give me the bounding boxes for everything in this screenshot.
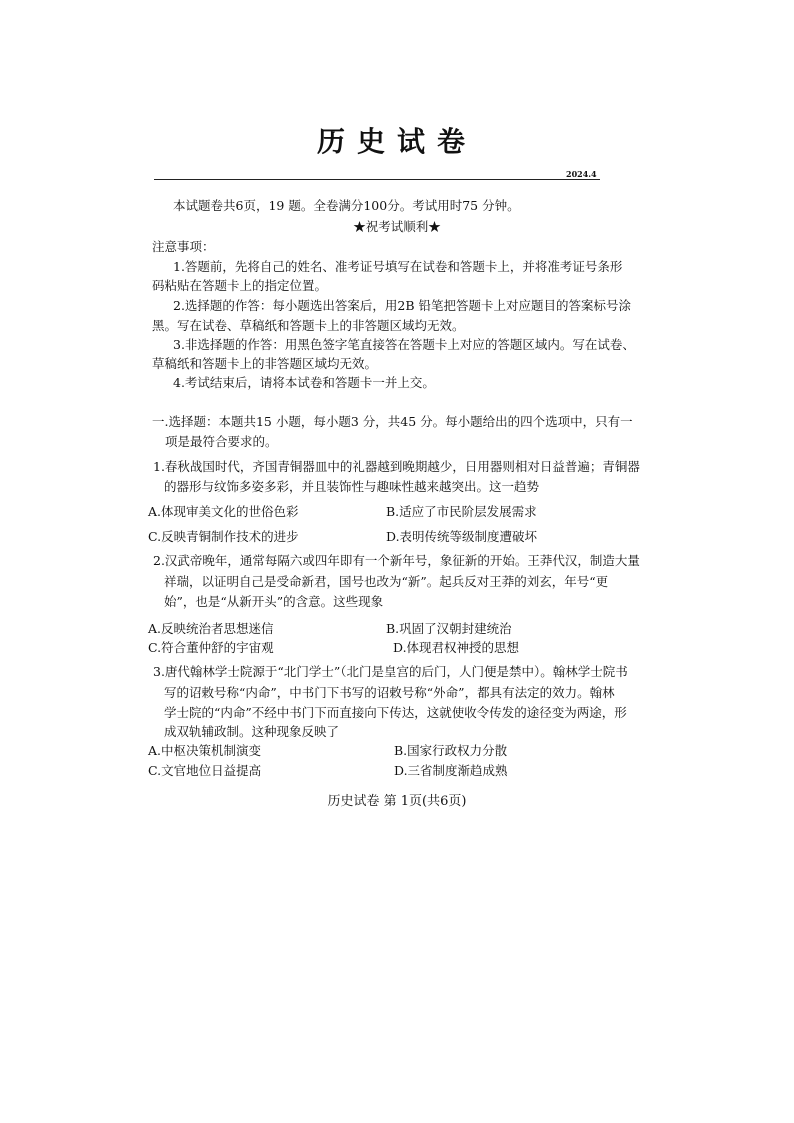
option-c: C.文官地位日益提高 <box>148 763 262 778</box>
note-line: 码粘贴在答题卡上的指定位置。 <box>152 278 328 293</box>
page-footer: 历史试卷 第 1页(共6页) <box>327 794 467 809</box>
header-rule <box>154 179 600 180</box>
question-stem: 学士院的“内命”不经中书门下而直接向下传达，这就使收令传发的途径变为两途，形 <box>164 705 627 720</box>
question-stem: 3.唐代翰林学士院源于“北门学士”（北门是皇宫的后门，人门便是禁中）。翰林学士院书 <box>153 664 628 679</box>
question-stem: 始”，也是“从新开头”的含意。这些现象 <box>164 594 384 609</box>
note-line: 1.答题前，先将自己的姓名、准考证号填写在试卷和答题卡上，并将准考证号条形 <box>173 259 623 274</box>
note-line: 黑。写在试卷、草稿纸和答题卡上的非答题区域均无效。 <box>152 318 465 333</box>
option-c: C.符合董仲舒的宇宙观 <box>148 640 274 655</box>
option-a: A.反映统治者思想迷信 <box>148 621 274 636</box>
notes-heading: 注意事项： <box>152 239 215 254</box>
section-heading: 一.选择题：本题共15 小题，每小题3 分，共45 分。每小题给出的四个选项中，只有一 <box>152 414 633 429</box>
exam-date: 2024.4 <box>566 169 597 179</box>
option-d: D.表明传统等级制度遭破坏 <box>386 529 538 544</box>
option-b: B.国家行政权力分散 <box>394 743 508 758</box>
note-line: 4.考试结束后，请将本试卷和答题卡一并上交。 <box>173 375 435 390</box>
question-stem: 1.春秋战国时代，齐国青铜器皿中的礼器越到晚期越少，日用器则相对日益普遍；青铜器 <box>153 459 640 474</box>
question-stem: 的器形与纹饰多姿多彩，并且装饰性与趣味性越来越突出。这一趋势 <box>164 479 540 494</box>
note-line: 3.非选择题的作答：用黑色签字笔直接答在答题卡上对应的答题区域内。写在试卷、 <box>173 337 635 352</box>
note-line: 草稿纸和答题卡上的非答题区域均无效。 <box>152 356 378 371</box>
option-a: A.体现审美文化的世俗色彩 <box>148 504 299 519</box>
blessing-line: ★祝考试顺利★ <box>353 219 441 234</box>
option-c: C.反映青铜制作技术的进步 <box>148 529 299 544</box>
question-stem: 写的诏敕号称“内命”，中书门下书写的诏敕号称“外命”，都具有法定的效力。翰林 <box>164 685 615 700</box>
option-d: D.三省制度渐趋成熟 <box>394 763 508 778</box>
exam-summary: 本试题卷共6页，19 题。全卷满分100分。考试用时75 分钟。 <box>173 198 520 213</box>
option-b: B.巩固了汉朝封建统治 <box>386 621 512 636</box>
option-d: D.体现君权神授的思想 <box>393 640 520 655</box>
section-heading-continued: 项是最符合要求的。 <box>165 434 278 449</box>
option-a: A.中枢决策机制演变 <box>148 743 262 758</box>
page-title: 历史试卷 <box>316 125 477 158</box>
question-stem: 成双轨辅政制。这种现象反映了 <box>164 724 340 739</box>
question-stem: 2.汉武帝晚年，通常每隔六或四年即有一个新年号，象征新的开始。王莽代汉，制造大量 <box>153 553 640 568</box>
option-b: B.适应了市民阶层发展需求 <box>386 504 537 519</box>
note-line: 2.选择题的作答：每小题选出答案后，用2B 铅笔把答题卡上对应题目的答案标号涂 <box>173 298 632 313</box>
question-stem: 祥瑞，以证明自己是受命新君，国号也改为“新”。起兵反对王莽的刘玄，年号“更 <box>164 574 609 589</box>
